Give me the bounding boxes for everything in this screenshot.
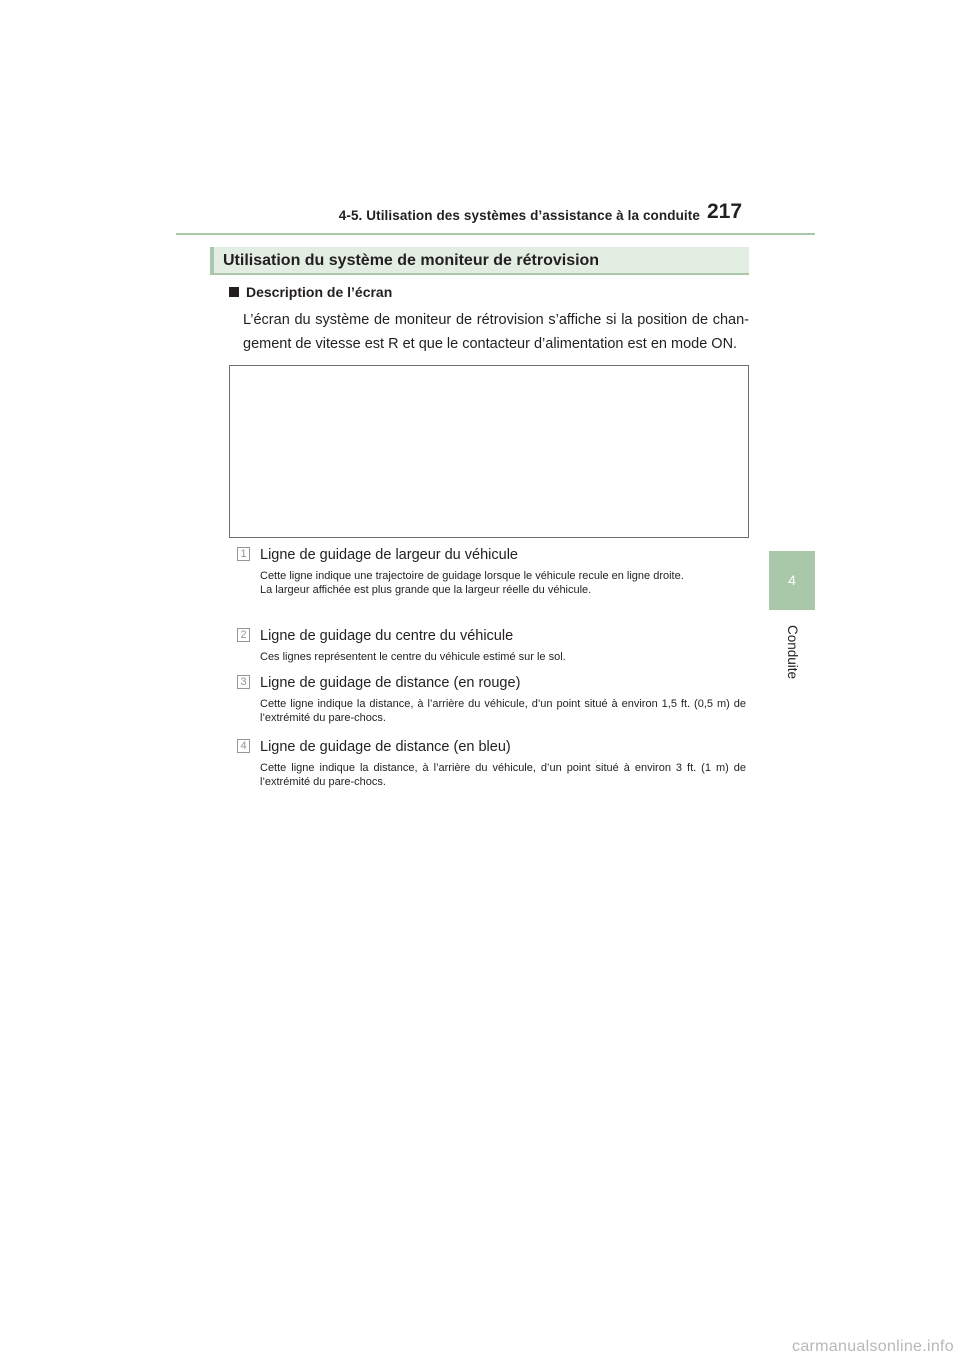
chapter-label: Conduite (785, 624, 800, 680)
item-description-line: Cette ligne indique la distance, à l’arrière du véhicule, d’un point situé à environ 1,5 ft. (0,5 m) de l’extrémité du pare-chocs. (260, 698, 746, 724)
item-description (260, 650, 746, 664)
item-title: Ligne de guidage de distance (en rouge) (260, 675, 521, 691)
number-3-icon: 3 (237, 675, 250, 689)
number-2-icon: 2 (237, 628, 250, 642)
screen-illustration-frame (229, 365, 749, 538)
item-description-line: Ces lignes représentent le centre du véhicule estimé sur le sol. (260, 651, 566, 663)
square-bullet-icon (229, 287, 239, 297)
chapter-tab: 4 (769, 551, 815, 610)
item-description (260, 569, 746, 597)
section-heading: Utilisation du système de moniteur de rétrovision (210, 247, 749, 273)
item-description-line: La largeur affichée est plus grande que la largeur réelle du véhicule. (260, 584, 592, 596)
number-1-icon: 1 (237, 547, 250, 561)
item-description-line: Cette ligne indique une trajectoire de guidage lorsque le véhicule recule en ligne droite. (260, 570, 684, 582)
item-description (260, 761, 746, 789)
header-divider (176, 233, 815, 235)
sub-heading (229, 284, 392, 300)
sub-heading-text: Description de l’écran (246, 284, 393, 300)
item-description (260, 697, 746, 725)
number-4-icon: 4 (237, 739, 250, 753)
item-title: Ligne de guidage du centre du véhicule (260, 628, 514, 644)
header-title: 4-5. Utilisation des systèmes d’assistance à la conduite (338, 208, 700, 223)
intro-paragraph: L’écran du système de moniteur de rétrovision s’affiche si la position de chan-gement de vitesse est R et que le contacteur d’alimentation est en mode ON. (243, 312, 749, 352)
item-description-line: Cette ligne indique la distance, à l’arrière du véhicule, d’un point situé à environ 3 ft. (1 m) de l’extrémité du pare-chocs. (260, 762, 746, 788)
item-title: Ligne de guidage de distance (en bleu) (260, 739, 511, 755)
item-title: Ligne de guidage de largeur du véhicule (260, 547, 518, 563)
watermark: carmanualsonline.info (792, 1338, 954, 1355)
page-number: 217 (707, 200, 743, 223)
